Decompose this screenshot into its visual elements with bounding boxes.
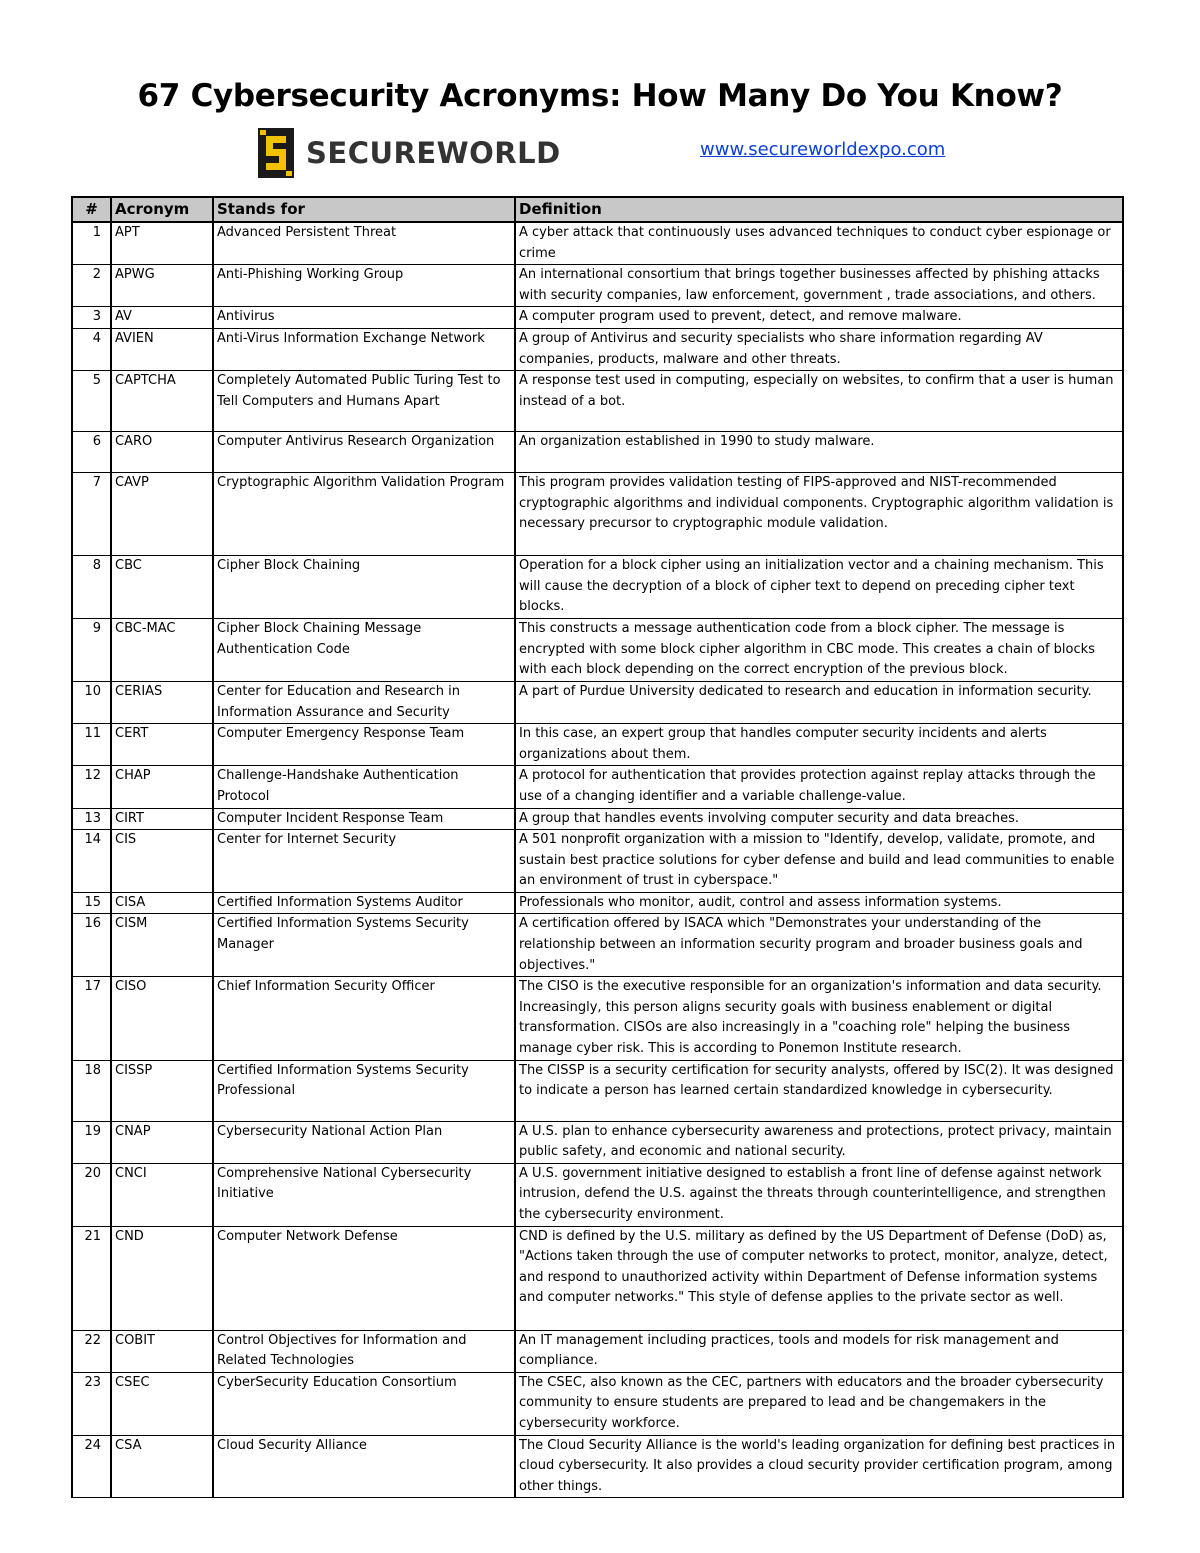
- row-stands-for: Center for Internet Security: [213, 830, 515, 893]
- row-acronym: CHAP: [111, 766, 213, 808]
- row-stands-for: Anti-Phishing Working Group: [213, 265, 515, 307]
- table-header-row: [72, 197, 1123, 222]
- row-definition: The Cloud Security Alliance is the world's leading organization for defining best practices in cloud cybersecurity. It also provides a cloud security provider certification program, among other things.: [515, 1435, 1123, 1498]
- table-row: [72, 307, 1123, 329]
- row-acronym: CBC: [111, 556, 213, 619]
- table-row: [72, 432, 1123, 473]
- table-row: [72, 830, 1123, 893]
- table-row: [72, 328, 1123, 370]
- table-row: [72, 808, 1123, 830]
- acronym-table: [71, 196, 1124, 1498]
- header-definition: Definition: [515, 197, 1123, 222]
- table-row: [72, 914, 1123, 977]
- row-definition: A part of Purdue University dedicated to research and education in information security.: [515, 681, 1123, 723]
- row-number: 10: [72, 681, 111, 723]
- row-stands-for: Cybersecurity National Action Plan: [213, 1121, 515, 1163]
- row-acronym: CERIAS: [111, 681, 213, 723]
- row-definition: A computer program used to prevent, detect, and remove malware.: [515, 307, 1123, 329]
- row-number: 3: [72, 307, 111, 329]
- row-definition: The CISO is the executive responsible for an organization's information and data security. Increasingly, this person aligns security goals with business enablement or digital transformation. CISOs are also increasingly in a "coaching role" helping the business manage cyber risk. This is according to Ponemon Institute research.: [515, 977, 1123, 1060]
- table-row: [72, 619, 1123, 682]
- row-acronym: CAPTCHA: [111, 371, 213, 432]
- row-definition: Operation for a block cipher using an initialization vector and a chaining mechanism. This will cause the decryption of a block of cipher text to depend on preceding cipher text blocks.: [515, 556, 1123, 619]
- row-acronym: CIS: [111, 830, 213, 893]
- row-definition: A U.S. government initiative designed to establish a front line of defense against network intrusion, defend the U.S. against the threats through counterintelligence, and strengthen the cybersecurity environment.: [515, 1163, 1123, 1226]
- row-definition: An organization established in 1990 to study malware.: [515, 432, 1123, 473]
- row-acronym: CISA: [111, 892, 213, 914]
- row-definition: A cyber attack that continuously uses advanced techniques to conduct cyber espionage or crime: [515, 222, 1123, 265]
- row-stands-for: Antivirus: [213, 307, 515, 329]
- table-row: [72, 766, 1123, 808]
- row-number: 6: [72, 432, 111, 473]
- row-definition: A certification offered by ISACA which "Demonstrates your understanding of the relationship between an information security program and broader business goals and objectives.": [515, 914, 1123, 977]
- row-acronym: APWG: [111, 265, 213, 307]
- row-stands-for: Certified Information Systems Auditor: [213, 892, 515, 914]
- row-stands-for: Cipher Block Chaining: [213, 556, 515, 619]
- row-stands-for: Cipher Block Chaining Message Authentication Code: [213, 619, 515, 682]
- row-number: 1: [72, 222, 111, 265]
- row-stands-for: Computer Network Defense: [213, 1226, 515, 1330]
- row-number: 15: [72, 892, 111, 914]
- row-number: 17: [72, 977, 111, 1060]
- table-row: [72, 1163, 1123, 1226]
- row-number: 18: [72, 1060, 111, 1121]
- table-row: [72, 371, 1123, 432]
- row-acronym: CERT: [111, 724, 213, 766]
- row-stands-for: Certified Information Systems Security Manager: [213, 914, 515, 977]
- table-row: [72, 1330, 1123, 1372]
- table-row: [72, 892, 1123, 914]
- row-acronym: APT: [111, 222, 213, 265]
- row-definition: A group of Antivirus and security specialists who share information regarding AV companies, products, malware and other threats.: [515, 328, 1123, 370]
- row-acronym: CNCI: [111, 1163, 213, 1226]
- row-acronym: AV: [111, 307, 213, 329]
- row-stands-for: Chief Information Security Officer: [213, 977, 515, 1060]
- row-stands-for: Challenge-Handshake Authentication Protocol: [213, 766, 515, 808]
- row-stands-for: Comprehensive National Cybersecurity Initiative: [213, 1163, 515, 1226]
- row-acronym: CAVP: [111, 473, 213, 556]
- row-acronym: CSEC: [111, 1372, 213, 1435]
- table-row: [72, 222, 1123, 265]
- row-number: 7: [72, 473, 111, 556]
- table-row: [72, 265, 1123, 307]
- row-definition: A protocol for authentication that provides protection against replay attacks through the use of a changing identifier and a variable challenge-value.: [515, 766, 1123, 808]
- secureworld-shield-icon: [258, 128, 294, 178]
- row-number: 23: [72, 1372, 111, 1435]
- row-number: 8: [72, 556, 111, 619]
- row-acronym: COBIT: [111, 1330, 213, 1372]
- row-acronym: CBC-MAC: [111, 619, 213, 682]
- row-number: 4: [72, 328, 111, 370]
- row-number: 20: [72, 1163, 111, 1226]
- header-stands-for: Stands for: [213, 197, 515, 222]
- page-title: 67 Cybersecurity Acronyms: How Many Do You Know?: [137, 78, 1063, 114]
- row-stands-for: Control Objectives for Information and Related Technologies: [213, 1330, 515, 1372]
- row-acronym: CARO: [111, 432, 213, 473]
- row-number: 14: [72, 830, 111, 893]
- row-number: 2: [72, 265, 111, 307]
- row-number: 9: [72, 619, 111, 682]
- table-row: [72, 1372, 1123, 1435]
- header-acronym: Acronym: [111, 197, 213, 222]
- table-row: [72, 681, 1123, 723]
- row-stands-for: Computer Antivirus Research Organization: [213, 432, 515, 473]
- row-stands-for: Advanced Persistent Threat: [213, 222, 515, 265]
- row-definition: The CSEC, also known as the CEC, partners with educators and the broader cybersecurity community to ensure students are prepared to lead and be changemakers in the cybersecurity workforce.: [515, 1372, 1123, 1435]
- row-stands-for: Computer Emergency Response Team: [213, 724, 515, 766]
- row-stands-for: Completely Automated Public Turing Test to Tell Computers and Humans Apart: [213, 371, 515, 432]
- row-acronym: CND: [111, 1226, 213, 1330]
- row-stands-for: CyberSecurity Education Consortium: [213, 1372, 515, 1435]
- header-num: #: [72, 197, 111, 222]
- row-acronym: CSA: [111, 1435, 213, 1498]
- row-definition: This constructs a message authentication code from a block cipher. The message is encrypted with some block cipher algorithm in CBC mode. This creates a chain of blocks with each block depending on the correct encryption of the previous block.: [515, 619, 1123, 682]
- row-definition: An international consortium that brings together businesses affected by phishing attacks with security companies, law enforcement, government , trade associations, and others.: [515, 265, 1123, 307]
- row-number: 19: [72, 1121, 111, 1163]
- row-stands-for: Anti-Virus Information Exchange Network: [213, 328, 515, 370]
- table-row: [72, 556, 1123, 619]
- table-row: [72, 1226, 1123, 1330]
- table-row: [72, 1121, 1123, 1163]
- secureworld-logo: [258, 128, 561, 178]
- row-stands-for: Computer Incident Response Team: [213, 808, 515, 830]
- row-acronym: CIRT: [111, 808, 213, 830]
- row-number: 16: [72, 914, 111, 977]
- row-number: 5: [72, 371, 111, 432]
- table-row: [72, 1060, 1123, 1121]
- row-definition: The CISSP is a security certification for security analysts, offered by ISC(2). It was designed to indicate a person has learned certain standardized knowledge in cybersecurity.: [515, 1060, 1123, 1121]
- row-definition: A response test used in computing, especially on websites, to confirm that a user is human instead of a bot.: [515, 371, 1123, 432]
- row-definition: Professionals who monitor, audit, control and assess information systems.: [515, 892, 1123, 914]
- row-number: 13: [72, 808, 111, 830]
- table-row: [72, 1435, 1123, 1498]
- row-acronym: CISO: [111, 977, 213, 1060]
- row-definition: In this case, an expert group that handles computer security incidents and alerts organizations about them.: [515, 724, 1123, 766]
- row-number: 12: [72, 766, 111, 808]
- table-row: [72, 977, 1123, 1060]
- row-definition: A U.S. plan to enhance cybersecurity awareness and protections, protect privacy, maintain public safety, and economic and national security.: [515, 1121, 1123, 1163]
- row-definition: This program provides validation testing of FIPS-approved and NIST-recommended cryptographic algorithms and individual components. Cryptographic algorithm validation is necessary precursor to cryptographic module validation.: [515, 473, 1123, 556]
- row-acronym: AVIEN: [111, 328, 213, 370]
- row-number: 21: [72, 1226, 111, 1330]
- row-definition: An IT management including practices, tools and models for risk management and compliance.: [515, 1330, 1123, 1372]
- row-acronym: CISM: [111, 914, 213, 977]
- row-number: 24: [72, 1435, 111, 1498]
- row-number: 22: [72, 1330, 111, 1372]
- table-row: [72, 724, 1123, 766]
- row-acronym: CISSP: [111, 1060, 213, 1121]
- row-stands-for: Cloud Security Alliance: [213, 1435, 515, 1498]
- row-stands-for: Center for Education and Research in Information Assurance and Security: [213, 681, 515, 723]
- logo-wordmark: SECUREWORLD: [306, 136, 561, 170]
- row-acronym: CNAP: [111, 1121, 213, 1163]
- row-stands-for: Cryptographic Algorithm Validation Program: [213, 473, 515, 556]
- row-definition: CND is defined by the U.S. military as defined by the US Department of Defense (DoD) as, "Actions taken through the use of computer networks to protect, monitor, analyze, detect, and respond to unauthorized activity within Department of Defense information systems and computer networks." This style of defense applies to the private sector as well.: [515, 1226, 1123, 1330]
- table-row: [72, 473, 1123, 556]
- row-stands-for: Certified Information Systems Security Professional: [213, 1060, 515, 1121]
- row-definition: A 501 nonprofit organization with a mission to "Identify, develop, validate, promote, and sustain best practice solutions for cyber defense and build and lead communities to enable an environment of trust in cyberspace.": [515, 830, 1123, 893]
- row-number: 11: [72, 724, 111, 766]
- row-definition: A group that handles events involving computer security and data breaches.: [515, 808, 1123, 830]
- website-link[interactable]: www.secureworldexpo.com: [700, 139, 946, 160]
